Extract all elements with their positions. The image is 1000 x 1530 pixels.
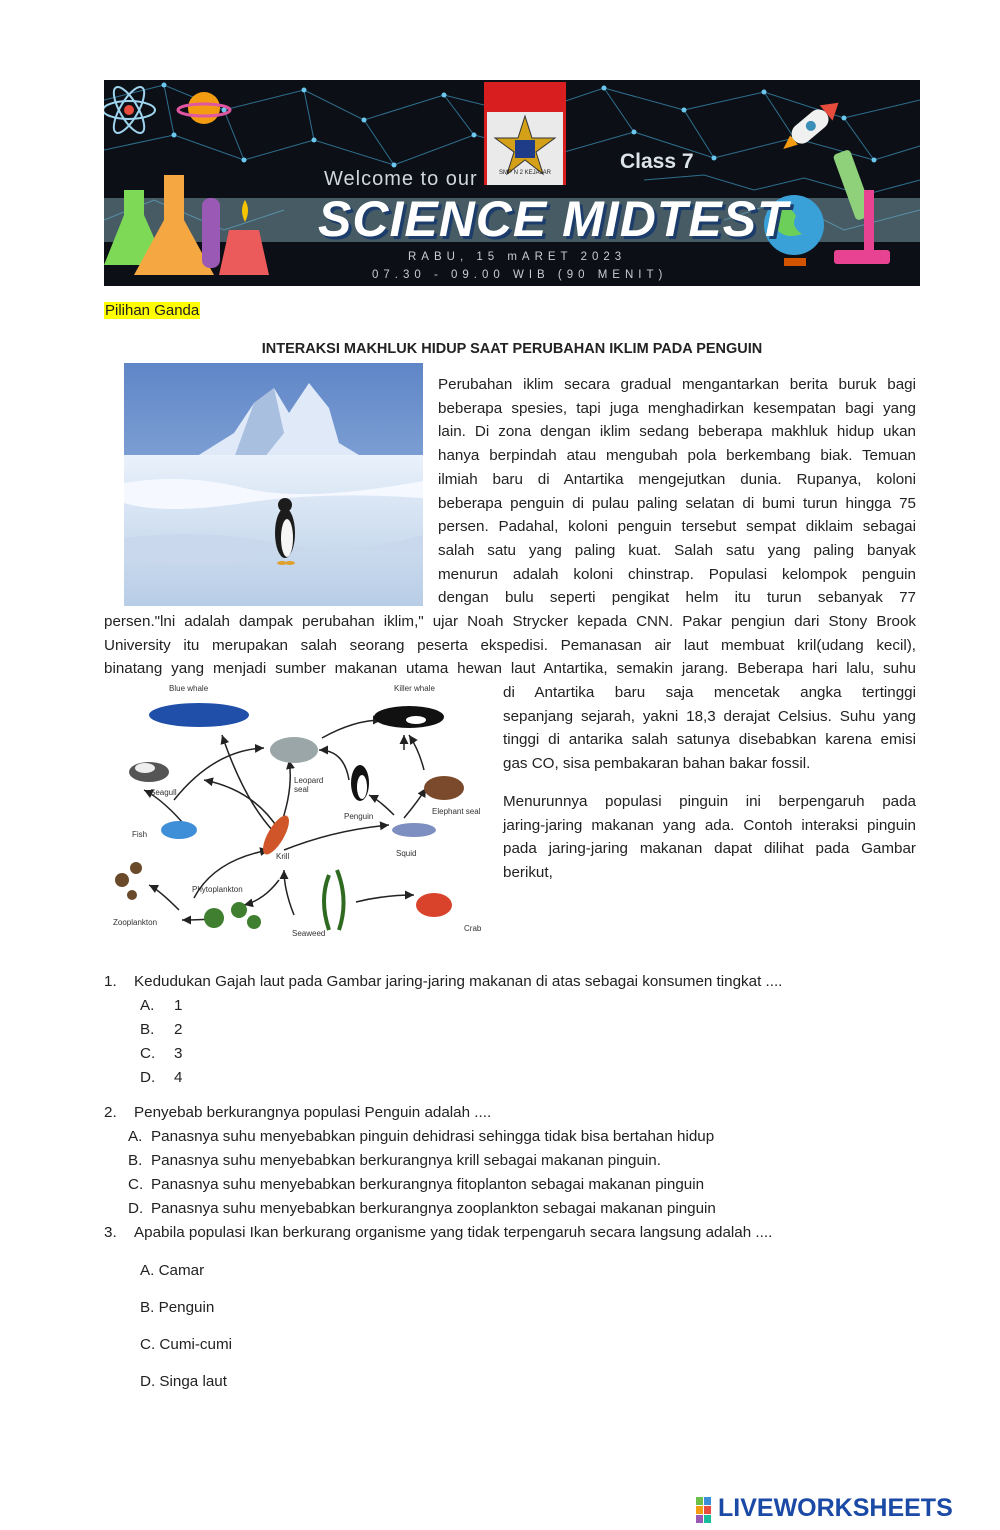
zooplankton-icon: [115, 862, 142, 900]
label-fish: Fish: [132, 830, 148, 839]
phytoplankton-icon: [204, 902, 261, 929]
label-killer-whale: Killer whale: [394, 684, 435, 693]
article-block-1: Perubahan iklim secara gradual mengantarkan berita buruk bagi beberapa spesies, tapi juga menghadirkan kesempatan bagi yang lain. Di zona dengan iklim sedang beberapa makhluk hidup ukan hanya berpindah atau mengubah pola berkembang biak. Temuan ilmiah baru di Antartika mengejutkan dunia. Rupanya, koloni beberapa penguin di pulau paling selatan di bumi turun hingga 75 persen. Padahal, koloni penguin tersebut sempat diklaim sebagai salah satu yang paling kuat. Salah satu yang paling banyak menurun adalah koloni chinstrap. Populasi kelompok penguin dengan bulu seperti pengikat helm itu turun sebanyak 77: [438, 376, 916, 607]
option-d[interactable]: D. Panasnya suhu menyebabkan berkurangnya zooplankton sebagai makanan pinguin: [128, 1200, 716, 1217]
question-2: [104, 1101, 920, 1221]
food-web-diagram: [104, 680, 494, 950]
squid-icon: [392, 823, 436, 837]
header-banner: [104, 80, 920, 286]
leopard-seal-icon: [270, 737, 318, 763]
option-b[interactable]: B. Panasnya suhu menyebabkan berkurangnya krill sebagai makanan pinguin.: [128, 1152, 661, 1169]
fish-icon: [161, 821, 197, 839]
banner-date: RABU, 15 mARET 2023: [408, 251, 627, 263]
banner-welcome: Welcome to our: [324, 168, 478, 190]
option-a[interactable]: A. Panasnya suhu menyebabkan pinguin dehidrasi sehingga tidak bisa bertahan hidup: [128, 1128, 715, 1145]
question-number: 1.: [104, 973, 117, 990]
option-c[interactable]: C. Cumi-cumi: [140, 1336, 232, 1353]
question-number: 2.: [104, 1104, 117, 1121]
banner-class: Class 7: [620, 150, 694, 173]
label-blue-whale: Blue whale: [169, 684, 209, 693]
label-squid: Squid: [396, 849, 417, 858]
crab-icon: [416, 893, 452, 917]
option-c[interactable]: C. 3: [140, 1045, 183, 1062]
label-leopard-seal-2: seal: [294, 785, 309, 794]
banner-title: SCIENCE MIDTEST: [318, 191, 789, 247]
question-text: Kedudukan Gajah laut pada Gambar jaring-jaring makanan di atas sebagai konsumen tingkat ....: [134, 973, 783, 990]
label-seaweed: Seaweed: [292, 929, 326, 938]
option-d[interactable]: D. 4: [140, 1069, 183, 1086]
article-block-2: persen."lni adalah dampak perubahan iklim," ujar Noah Strycker kepada CNN. Pakar pengiun dari Stony Brook University itu merupakan salah seorang peserta ekspedisi. Pemanasan air laut membuat kril(udang kecil), binatang yang menjadi sumber makanan utama hewan laut Antartika, semakin jarang. Beberapa hari lalu, suhu: [104, 613, 916, 678]
label-leopard-seal-1: Leopard: [294, 776, 324, 785]
article-block-4: Menurunnya populasi pinguin ini berpengaruh pada jaring-jaring makanan yang ada. Contoh interaksi pinguin pada jaring-jaring makanan dapat dilihat pada Gambar berikut,: [503, 793, 916, 882]
label-crab: Crab: [464, 924, 482, 933]
label-seagull: Seagull: [150, 788, 177, 797]
footer-brand[interactable]: LIVEWORKSHEETS: [718, 1494, 953, 1522]
question-3: [104, 1221, 920, 1407]
label-penguin: Penguin: [344, 812, 374, 821]
label-krill: Krill: [276, 852, 290, 861]
option-c[interactable]: C. Panasnya suhu menyebabkan berkurangnya fitoplanton sebagai makanan pinguin: [128, 1176, 705, 1193]
question-1: [104, 970, 920, 1090]
elephant-seal-icon: [424, 776, 464, 800]
section-label: Pilihan Ganda: [105, 302, 200, 319]
seaweed-icon: [324, 870, 344, 930]
banner-time: 07.30 - 09.00 WIB (90 MENIT): [372, 269, 668, 281]
article-title: INTERAKSI MAKHLUK HIDUP SAAT PERUBAHAN IKLIM PADA PENGUIN: [261, 341, 763, 357]
label-zooplankton: Zooplankton: [113, 918, 158, 927]
blue-whale-icon: [149, 703, 249, 727]
article-block-3: di Antartika baru saja mencetak angka tertinggi sepanjang sejarah, yakni 18,3 derajat Celsius. Suhu yang tinggi di antarika salah satunya disebabkan karena emisi gas CO, sisa pembakaran bahan bakar fossil.: [503, 684, 916, 773]
label-phytoplankton: Phytoplankton: [192, 885, 243, 894]
question-text: Apabila populasi Ikan berkurang organisme yang tidak terpengaruh secara langsung adalah ....: [134, 1224, 773, 1241]
liveworksheets-logo-icon: [696, 1497, 720, 1523]
killer-whale-icon: [374, 706, 444, 728]
penguin-photo: [124, 363, 423, 606]
question-text: Penyebab berkurangnya populasi Penguin adalah ....: [134, 1104, 492, 1121]
option-b[interactable]: B. Penguin: [140, 1299, 215, 1316]
school-logo: SMP N 2 KEJAJAR: [484, 82, 566, 185]
label-elephant-seal: Elephant seal: [432, 807, 481, 816]
option-d[interactable]: D. Singa laut: [140, 1373, 227, 1390]
option-a[interactable]: A. 1: [140, 997, 183, 1014]
question-number: 3.: [104, 1224, 117, 1241]
option-b[interactable]: B. 2: [140, 1021, 183, 1038]
option-a[interactable]: A. Camar: [140, 1262, 205, 1279]
